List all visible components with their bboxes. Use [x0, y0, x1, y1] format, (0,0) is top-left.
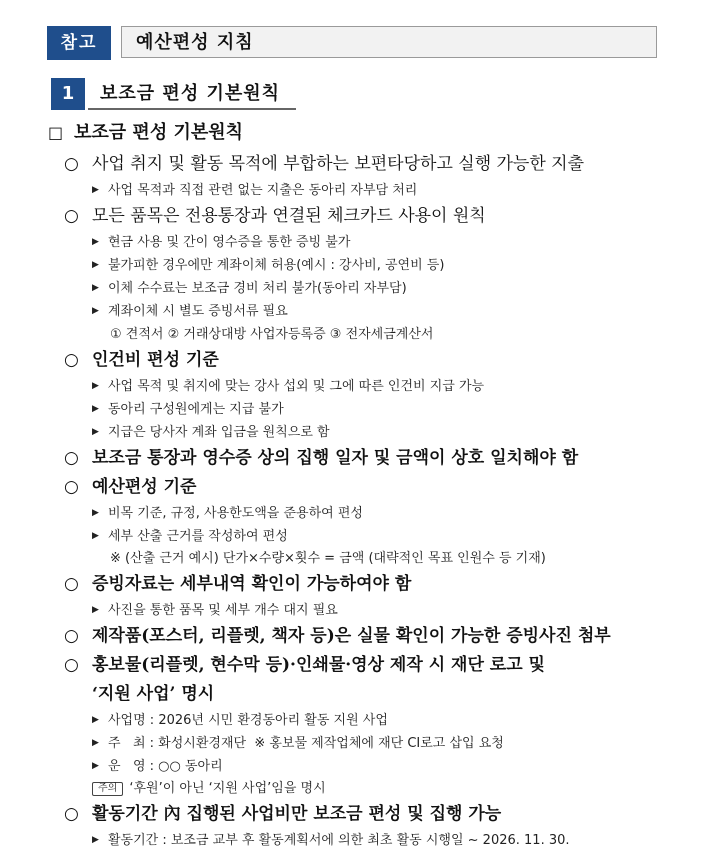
circle-icon: ○: [64, 804, 79, 824]
triangle-right-icon: ▶: [92, 531, 99, 541]
reference-badge: 참고: [47, 26, 111, 60]
triangle-right-icon: ▶: [92, 715, 99, 725]
circle-icon: ○: [64, 477, 79, 497]
circle-icon: ○: [64, 206, 79, 226]
bullet-item: [92, 714, 388, 727]
principle-item: [64, 156, 584, 173]
triangle-right-icon: ▶: [92, 761, 99, 771]
main-heading-text: 보조금 편성 기본원칙: [74, 122, 244, 143]
principle-item: [64, 806, 501, 823]
triangle-right-icon: ▶: [92, 260, 99, 270]
bullet-text: 사진을 통한 품목 및 세부 개수 대지 필요: [108, 603, 338, 618]
principle-item: [64, 479, 196, 496]
sub-note: ※ (산출 근거 예시) 단가×수량×횟수 = 금액 (대략적인 목표 인원수 등 기재): [110, 551, 546, 566]
principle-text: 사업 취지 및 활동 목적에 부합하는 보편타당하고 실행 가능한 지출: [92, 154, 585, 174]
triangle-right-icon: ▶: [92, 835, 99, 845]
principle-item: [64, 657, 545, 674]
principle-text: 홍보물(리플렛, 현수막 등)·인쇄물·영상 제작 시 재단 로고 및: [92, 655, 545, 675]
bullet-item: [92, 305, 288, 318]
bullet-text: 불가피한 경우에만 계좌이체 허용(예시 : 강사비, 공연비 등): [108, 258, 445, 273]
bullet-text: 세부 산출 근거를 작성하여 편성: [108, 529, 288, 544]
sub-note: ① 견적서 ② 거래상대방 사업자등록증 ③ 전자세금계산서: [110, 327, 434, 342]
triangle-right-icon: ▶: [92, 508, 99, 518]
main-heading: [48, 124, 243, 142]
section-underline: [88, 108, 296, 110]
triangle-right-icon: ▶: [92, 605, 99, 615]
circle-icon: ○: [64, 448, 79, 468]
triangle-right-icon: ▶: [92, 381, 99, 391]
caution-text: ‘후원’이 아닌 ‘지원 사업’임을 명시: [129, 781, 326, 796]
page-title: 예산편성 지침: [121, 26, 657, 58]
circle-icon: ○: [64, 574, 79, 594]
principle-item: [64, 352, 219, 369]
bullet-text: 지급은 당사자 계좌 입금을 원칙으로 함: [108, 425, 330, 440]
bullet-item: [92, 403, 284, 416]
caution-note: [92, 782, 326, 796]
bullet-item: [92, 604, 338, 617]
bullet-text: 활동기간 : 보조금 교부 후 활동계획서에 의한 최초 활동 시행일 ~ 2026. 11. 30.: [108, 833, 570, 848]
principle-item: [64, 576, 411, 593]
principle-text: 모든 품목은 전용통장과 연결된 체크카드 사용이 원칙: [92, 206, 486, 226]
bullet-item: [92, 236, 350, 249]
bullet-text: 주 최 : 화성시환경재단 ※ 홍보물 제작업체에 재단 CI로고 삽입 요청: [108, 736, 504, 751]
circle-icon: ○: [64, 626, 79, 646]
square-icon: □: [48, 123, 64, 142]
bullet-item: [92, 282, 407, 295]
bullet-item: [92, 737, 504, 750]
principle-text: 인건비 편성 기준: [92, 350, 219, 370]
principle-item: [64, 450, 578, 467]
bullet-text: 사업 목적 및 취지에 맞는 강사 섭외 및 그에 따른 인건비 지급 가능: [108, 379, 485, 394]
caution-tag: 주의: [92, 782, 123, 796]
principle-text: 예산편성 기준: [92, 477, 197, 497]
principle-text: 증빙자료는 세부내역 확인이 가능하여야 함: [92, 574, 412, 594]
principle-text: 활동기간 內 집행된 사업비만 보조금 편성 및 집행 가능: [92, 804, 502, 824]
triangle-right-icon: ▶: [92, 283, 99, 293]
section-number: 1: [51, 78, 85, 110]
principle-item: [64, 628, 611, 645]
circle-icon: ○: [64, 350, 79, 370]
section-title: 보조금 편성 기본원칙: [100, 83, 281, 104]
principle-text-continued: ‘지원 사업’ 명시: [92, 684, 215, 704]
triangle-right-icon: ▶: [92, 185, 99, 195]
triangle-right-icon: ▶: [92, 306, 99, 316]
principle-text: 보조금 통장과 영수증 상의 집행 일자 및 금액이 상호 일치해야 함: [92, 448, 579, 468]
bullet-text: 운 영 : ○○ 동아리: [108, 759, 223, 774]
bullet-item: [92, 834, 570, 847]
circle-icon: ○: [64, 655, 79, 675]
triangle-right-icon: ▶: [92, 427, 99, 437]
bullet-text: 비목 기준, 규정, 사용한도액을 준용하여 편성: [108, 506, 363, 521]
bullet-text: 사업명 : 2026년 시민 환경동아리 활동 지원 사업: [108, 713, 388, 728]
principle-text: 제작품(포스터, 리플렛, 책자 등)은 실물 확인이 가능한 증빙사진 첨부: [92, 626, 611, 646]
bullet-item: [92, 184, 417, 197]
bullet-item: [92, 426, 330, 439]
bullet-text: 이체 수수료는 보조금 경비 처리 불가(동아리 자부담): [108, 281, 407, 296]
triangle-right-icon: ▶: [92, 404, 99, 414]
bullet-item: [92, 259, 444, 272]
bullet-text: 계좌이체 시 별도 증빙서류 필요: [108, 304, 288, 319]
bullet-item: [92, 760, 223, 773]
principle-item: [64, 208, 486, 225]
bullet-item: [92, 380, 484, 393]
triangle-right-icon: ▶: [92, 237, 99, 247]
bullet-text: 현금 사용 및 간이 영수증을 통한 증빙 불가: [108, 235, 351, 250]
circle-icon: ○: [64, 154, 79, 174]
bullet-item: [92, 530, 288, 543]
bullet-text: 사업 목적과 직접 관련 없는 지출은 동아리 자부담 처리: [108, 183, 418, 198]
bullet-text: 동아리 구성원에게는 지급 불가: [108, 402, 284, 417]
triangle-right-icon: ▶: [92, 738, 99, 748]
bullet-item: [92, 507, 363, 520]
